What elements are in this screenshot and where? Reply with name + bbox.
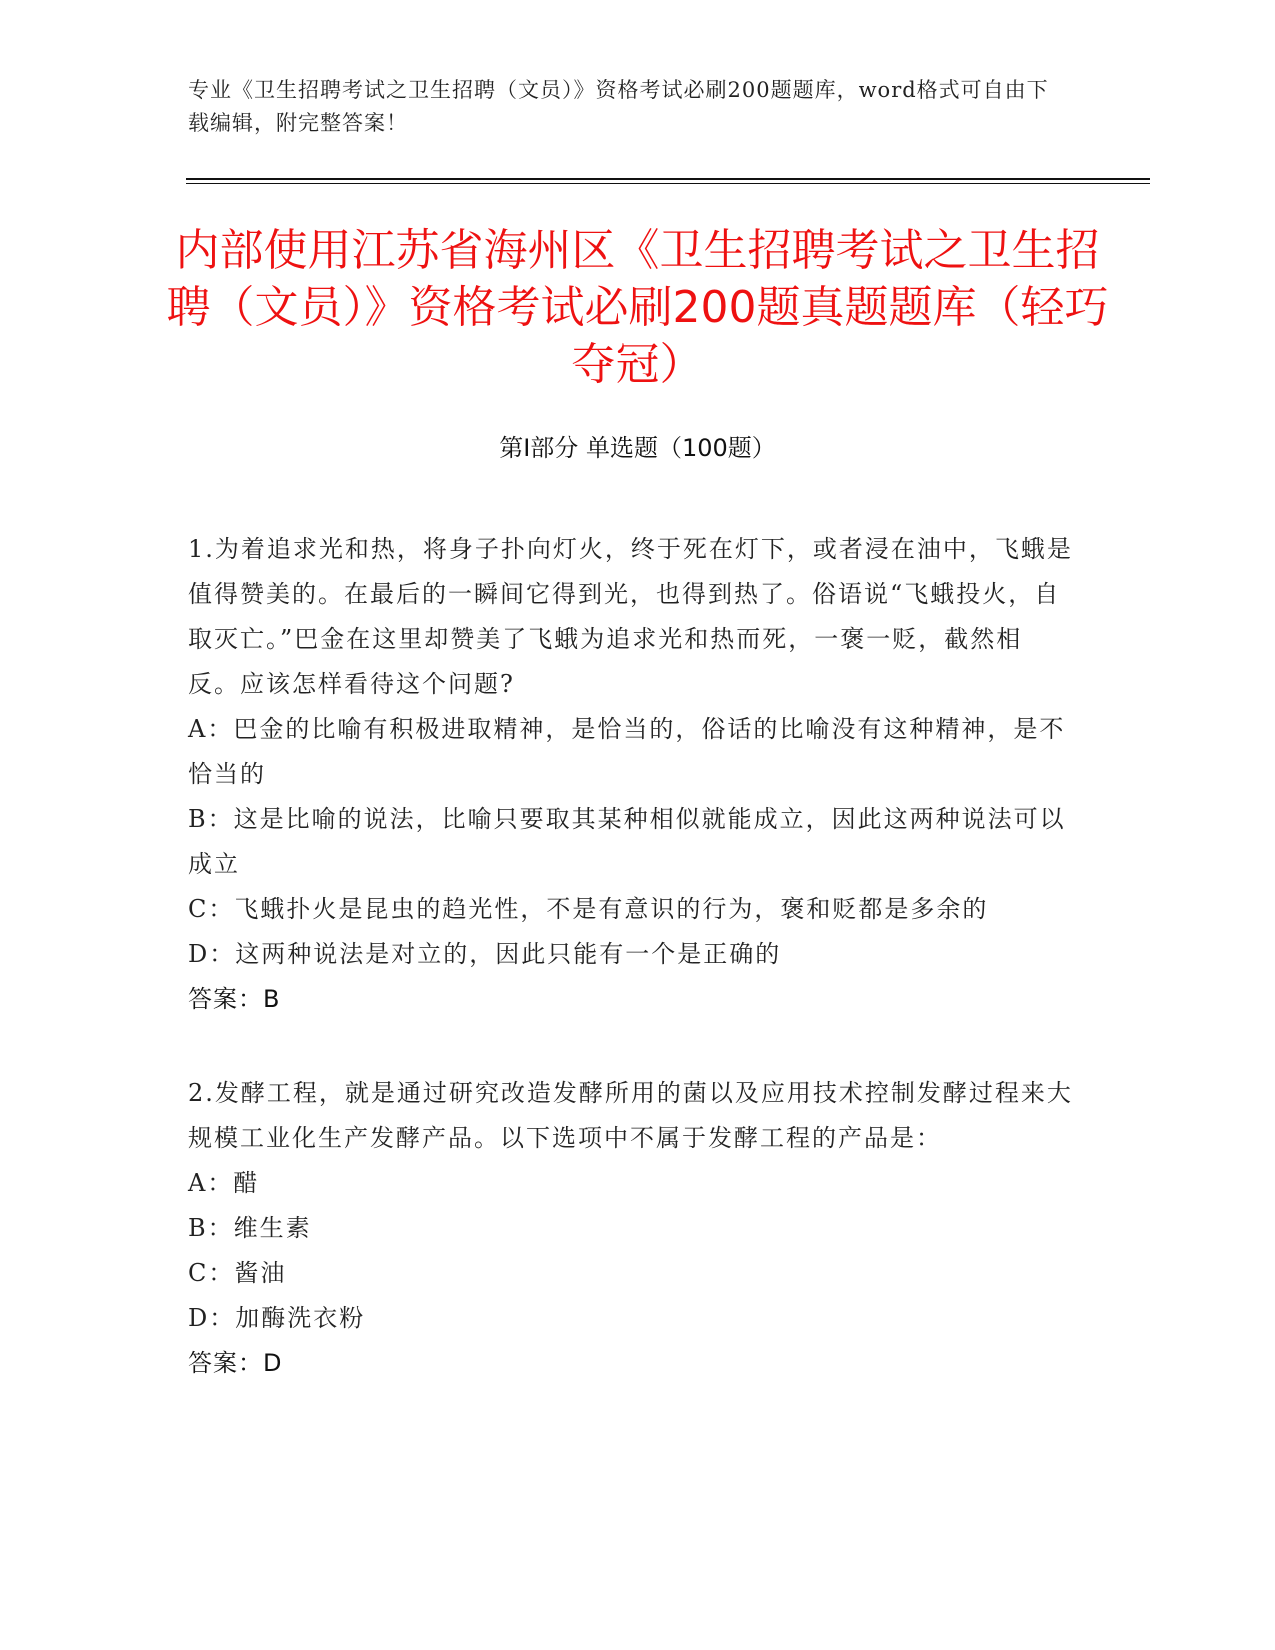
answer: 答案：D <box>188 1349 283 1377</box>
option-b: B：这是比喻的说法，比喻只要取其某种相似就能成立，因此这两种说法可以成立 <box>188 805 1066 878</box>
option-b: B：维生素 <box>188 1214 312 1242</box>
answer: 答案：B <box>188 985 281 1013</box>
document-title: 内部使用江苏省海州区《卫生招聘考试之卫生招聘（文员）》资格考试必刷200题真题题库（轻巧夺冠） <box>166 225 1109 390</box>
option-a: A：巴金的比喻有积极进取精神，是恰当的，俗话的比喻没有这种精神，是不恰当的 <box>188 715 1066 788</box>
option-a: A：醋 <box>188 1169 260 1197</box>
header-divider <box>186 178 1150 184</box>
question-1 <box>188 527 1073 1022</box>
question-stem: 2.发酵工程，就是通过研究改造发酵所用的菌以及应用技术控制发酵过程来大规模工业化生产发酵产品。以下选项中不属于发酵工程的产品是： <box>188 1079 1073 1152</box>
option-c: C：飞蛾扑火是昆虫的趋光性，不是有意识的行为，褒和贬都是多余的 <box>188 895 989 923</box>
option-c: C：酱油 <box>188 1259 287 1287</box>
option-d: D：加酶洗衣粉 <box>188 1304 366 1332</box>
question-2 <box>188 1071 1073 1386</box>
header-note: 专业《卫生招聘考试之卫生招聘（文员）》资格考试必刷200题题库，word格式可自由下载编辑，附完整答案！ <box>188 78 1049 135</box>
option-d: D：这两种说法是对立的，因此只能有一个是正确的 <box>188 940 782 968</box>
section-heading: 第Ⅰ部分 单选题（100题） <box>499 434 776 462</box>
question-stem: 1.为着追求光和热，将身子扑向灯火，终于死在灯下，或者浸在油中，飞蛾是值得赞美的。在最后的一瞬间它得到光，也得到热了。俗语说“飞蛾投火，自取灭亡。”巴金在这里却赞美了飞蛾为追求光和热而死，一褒一贬，截然相反。应该怎样看待这个问题? <box>188 535 1073 698</box>
